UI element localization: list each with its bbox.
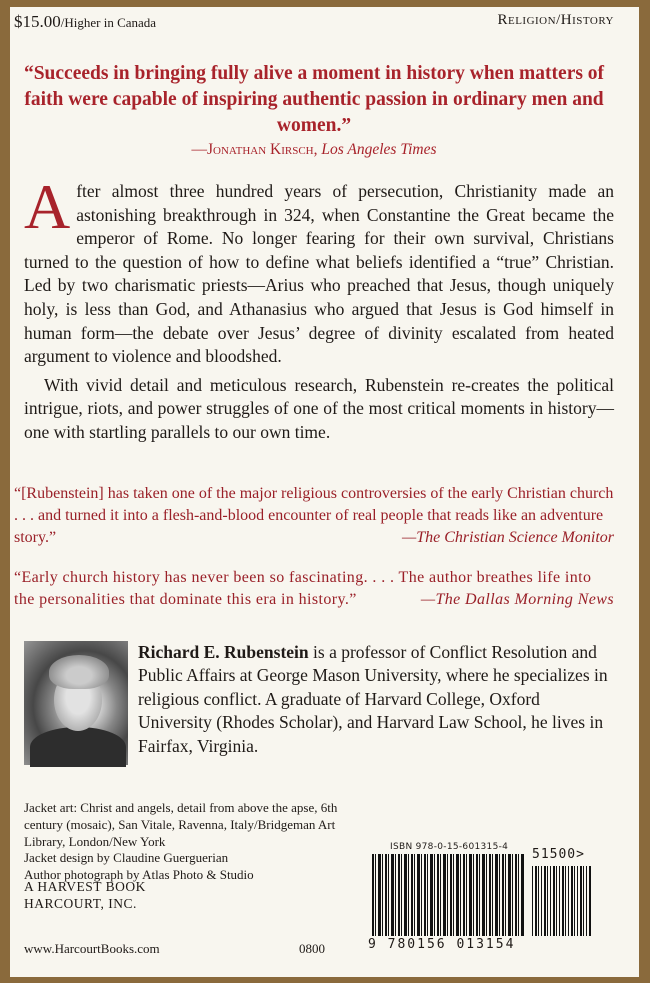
isbn-label: ISBN 978-0-15-601315-4	[390, 842, 509, 852]
jacket-art-credit: Jacket art: Christ and angels, detail from above the apse, 6th century (mosaic), San Vitale, Ravenna, Italy/Bridgeman Art Library, London/New York	[24, 800, 338, 849]
lead-quote-source: Los Angeles Times	[321, 141, 437, 158]
review-quote-2-attribution: —The Dallas Morning News	[420, 591, 614, 608]
author-name: Richard E. Rubenstein	[138, 642, 309, 662]
description	[24, 171, 614, 445]
description-paragraph-1	[24, 171, 614, 369]
barcode	[372, 854, 524, 936]
top-bar	[14, 12, 614, 36]
publisher-url: www.HarcourtBooks.com	[24, 941, 160, 956]
lead-quote-author: —Jonathan Kirsch,	[191, 141, 318, 158]
category-label: Religion/History	[497, 12, 614, 28]
publisher	[24, 878, 146, 912]
review-quote-1-text: “[Rubenstein] has taken one of the major religious controversies of the early Christian church . . . and turned it into a flesh-and-blood encounter of real people that reads like an adventure story.”	[14, 485, 614, 546]
credits	[24, 800, 354, 884]
review-quote-1-attribution: —The Christian Science Monitor	[402, 529, 614, 546]
publisher-imprint: A HARVEST BOOK	[24, 879, 146, 894]
author-photo	[24, 641, 128, 765]
review-quote-2-text: “Early church history has never been so fascinating. . . . The author breathes life into the personalities that dominate this era in history.”	[14, 569, 592, 608]
drop-cap: A	[24, 171, 71, 242]
lead-quote: “Succeeds in bringing fully alive a moment in history when matters of faith were capable of inspiring authentic passion in ordinary men and women.”	[23, 63, 605, 136]
product-code: 0800	[299, 941, 325, 956]
price: $15.00	[14, 12, 61, 31]
price-addon-code: 51500>	[532, 847, 585, 862]
review-quote-2	[14, 567, 614, 611]
author-bio-text: is a professor of Conflict Resolution and Public Affairs at George Mason University, where he specializes in religious conflict. A graduate of Harvard College, Oxford University (Rhodes Scholar), and Harvard Law School, he lives in Fairfax, Virginia.	[138, 642, 608, 756]
addon-barcode	[532, 866, 592, 936]
price-line	[14, 12, 156, 32]
jacket-design-credit: Jacket design by Claudine Guerguerian	[24, 850, 229, 866]
barcode-digits: 9 780156 013154	[368, 937, 516, 952]
description-paragraph-2: With vivid detail and meticulous research, Rubenstein re-creates the political intrigue, riots, and power struggles of one of the most critical moments in history—one with startling parallels to our own time.	[24, 374, 614, 442]
publisher-name: HARCOURT, INC.	[24, 896, 137, 911]
review-quote-1	[14, 483, 614, 549]
description-paragraph-1-text: fter almost three hundred years of persecution, Christianity made an astonishing breakthrough in 324, when Constantine the Great became the emperor of Rome. No longer fearing for their own survival, Christians turned to the question of how to define what beliefs identified a “true” Christian. Led by two charismatic priests—Arius who preached that Jesus, though uniquely holy, is less than God, and Athanasius who argued that Jesus is God himself in human form—the debate over Jesus’ degree of divinity escalated from heated argument to violence and bloodshed.	[24, 181, 614, 367]
price-note: /Higher in Canada	[60, 15, 157, 30]
lead-quote-attribution	[14, 141, 614, 159]
author-photo-credit: Author photograph by Atlas Photo & Studio	[24, 867, 254, 883]
author-bio	[138, 641, 616, 758]
